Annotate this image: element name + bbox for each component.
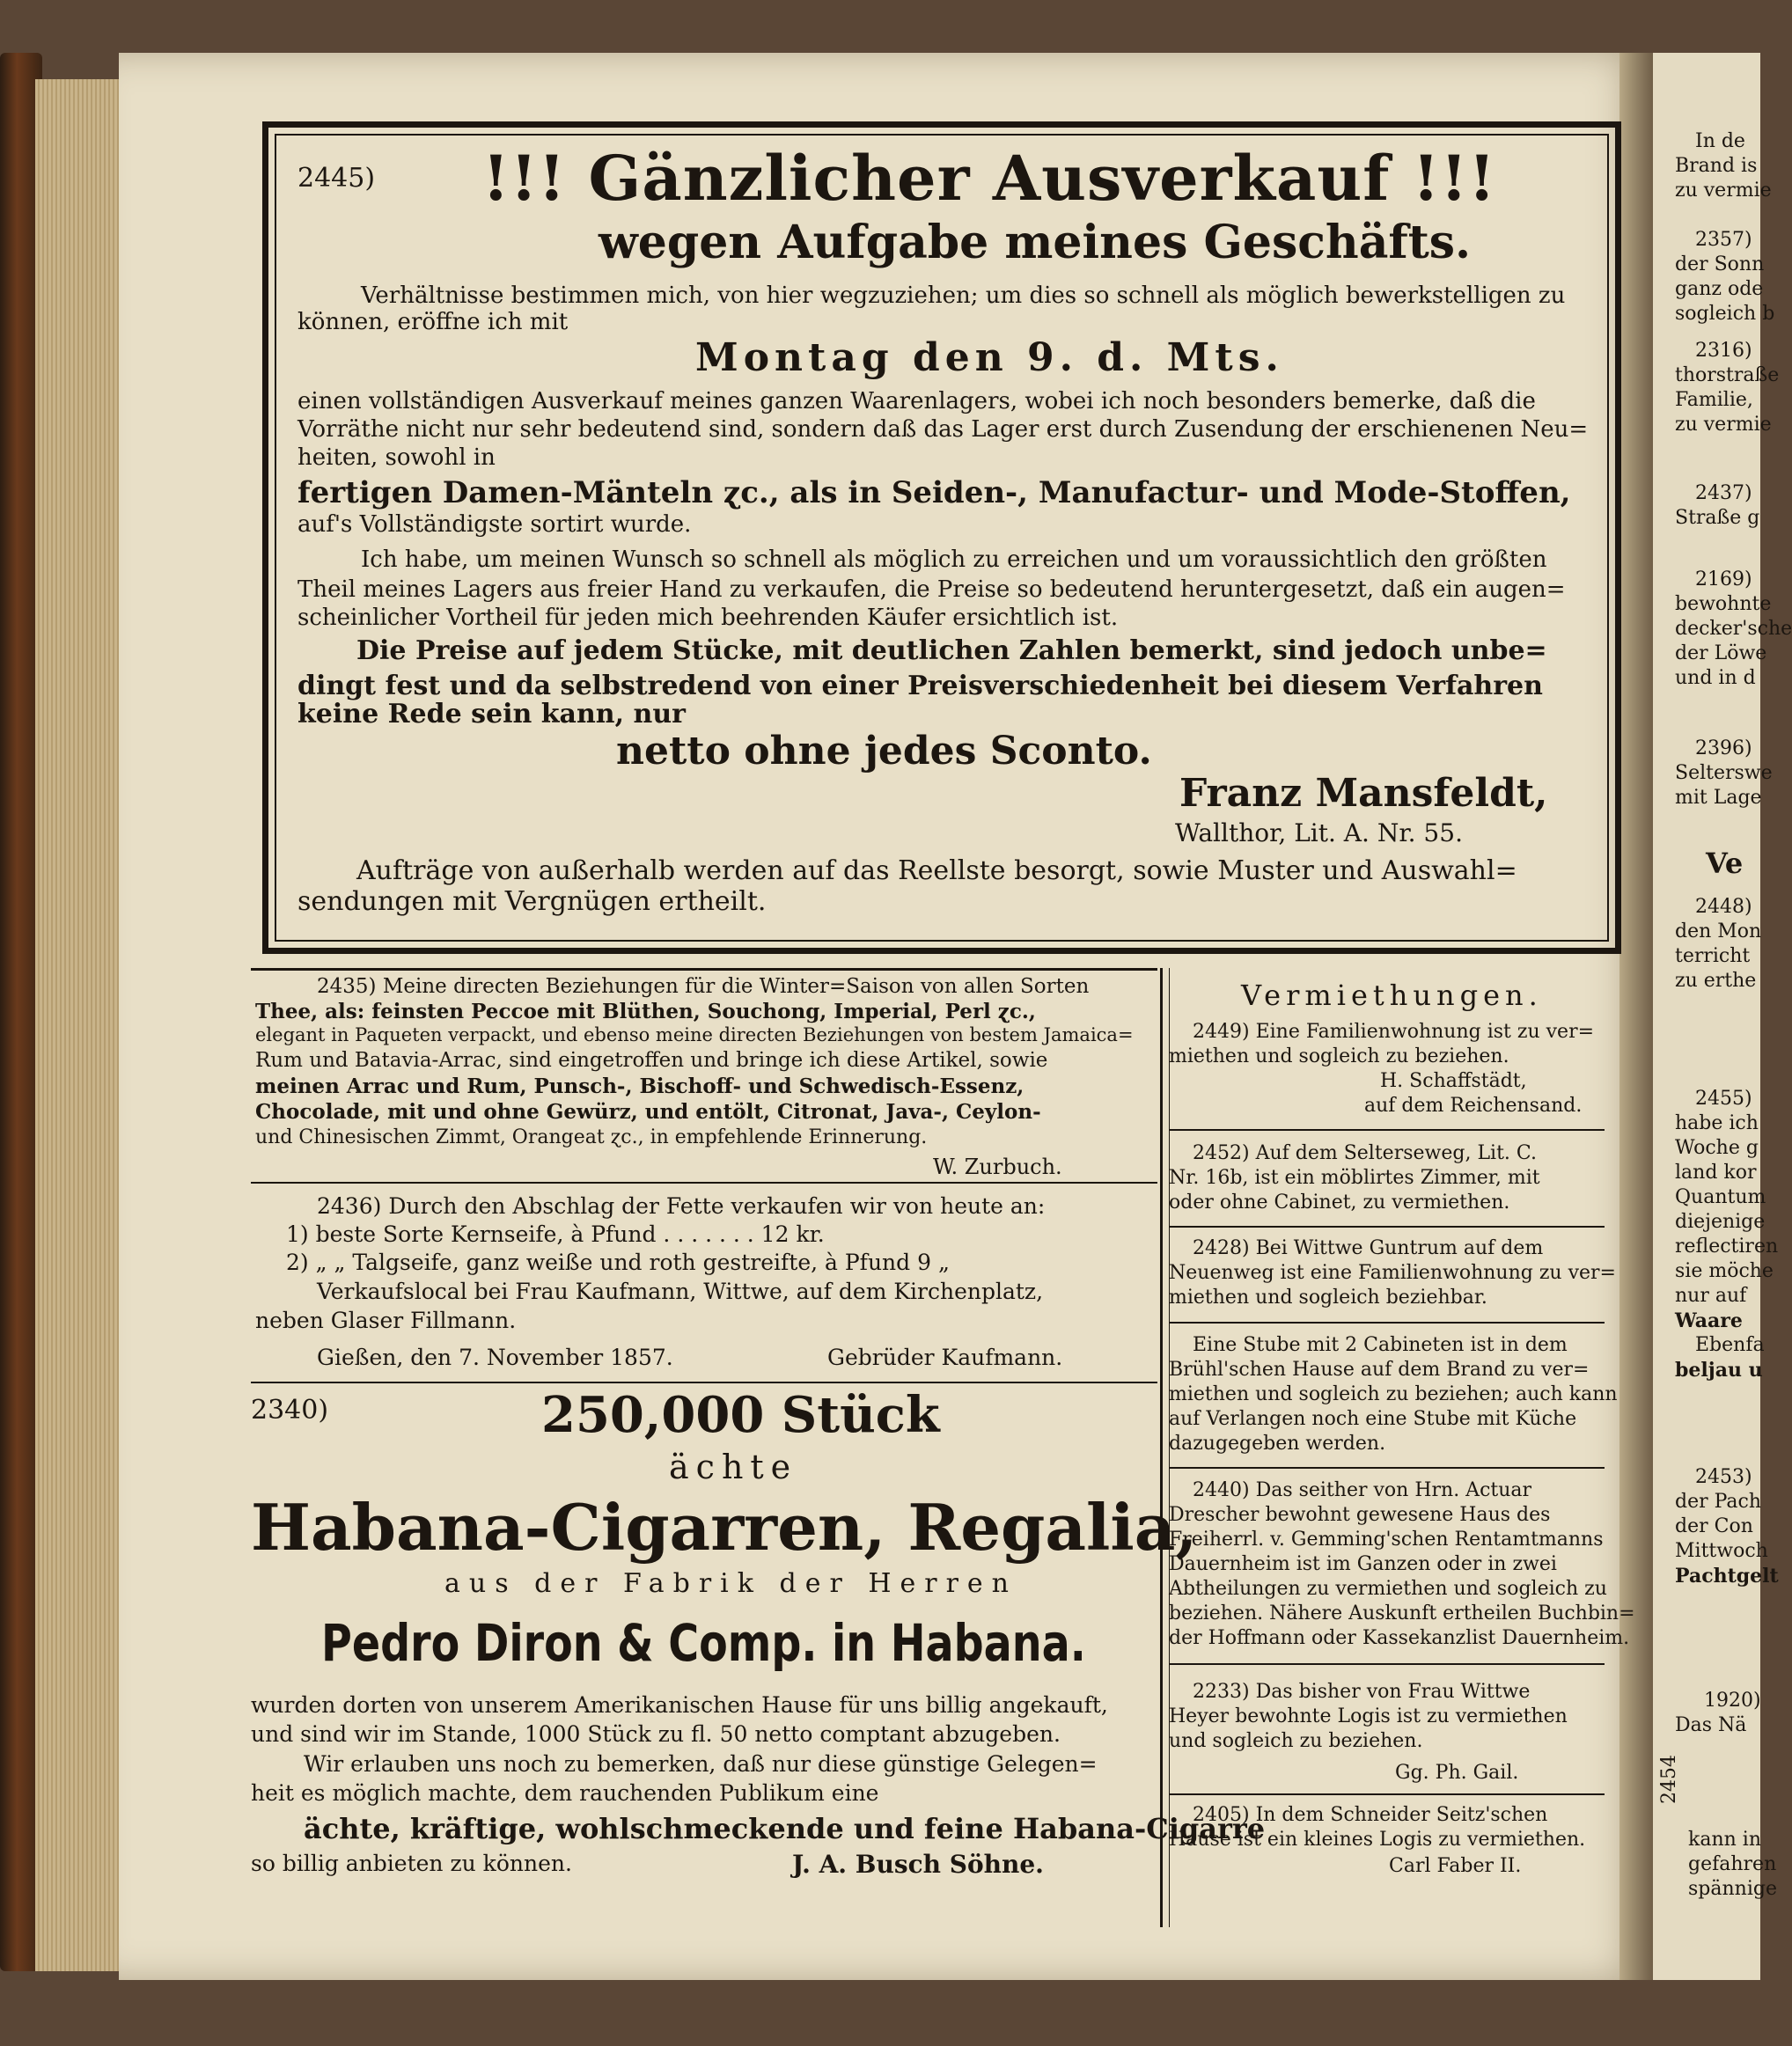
rental-2449-signature: H. Schaffstädt, xyxy=(1380,1070,1527,1092)
adjacent-page-text: reflectiren xyxy=(1675,1236,1779,1258)
adjacent-page-text: 2454 xyxy=(1658,1755,1680,1804)
adjacent-page-text: 2169) xyxy=(1695,568,1752,590)
rental-2449-text: miethen und sogleich zu beziehen. xyxy=(1169,1045,1509,1067)
ad-footer: sendungen mit Vergnügen ertheilt. xyxy=(297,886,767,917)
ad-bold-text: dingt fest und da selbstredend von einer Preisverschiedenheit bei diesem Verfahren xyxy=(297,671,1543,701)
adjacent-page-text: 2396) xyxy=(1695,737,1752,759)
ad-2340-product: Habana-Cigarren, Regalia, xyxy=(251,1490,1198,1565)
rental-separator xyxy=(1169,1322,1605,1324)
ad-text: heiten, sowohl in xyxy=(297,444,496,471)
adjacent-page-text: 1920) xyxy=(1704,1690,1761,1712)
rental-separator xyxy=(1169,1226,1605,1228)
ad-bold-text: Die Preise auf jedem Stücke, mit deutlichen Zahlen bemerkt, sind jedoch unbe= xyxy=(356,635,1547,666)
adjacent-page-text: 2316) xyxy=(1695,340,1752,362)
adjacent-page-text: terricht xyxy=(1675,945,1751,967)
rental-2440-text: Drescher bewohnt gewesene Haus des xyxy=(1169,1504,1551,1526)
ad-2340-highlight: ächte, kräftige, wohlschmeckende und feine Habana-Cigarre xyxy=(304,1812,1266,1845)
column-rule xyxy=(251,968,1157,971)
rental-2428-text: 2428) Bei Wittwe Guntrum auf dem xyxy=(1193,1237,1544,1259)
ad-2435-signature: W. Zurbuch. xyxy=(933,1155,1062,1179)
ad-2436-text: 1) beste Sorte Kernseife, à Pfund . . . . . . . 12 kr. xyxy=(286,1221,825,1247)
rental-2452-text: oder ohne Cabinet, zu vermiethen. xyxy=(1169,1192,1510,1214)
ad-text: Theil meines Lagers aus freier Hand zu verkaufen, die Preise so bedeutend heruntergesetzt, daß ein augen= xyxy=(297,576,1566,603)
rental-2405-signature: Carl Faber II. xyxy=(1389,1855,1522,1877)
rental-2440-text: beziehen. Nähere Auskunft ertheilen Buchbin= xyxy=(1169,1602,1635,1624)
rental-2233-text: 2233) Das bisher von Frau Wittwe xyxy=(1193,1681,1531,1703)
ad-2436-text: 2436) Durch den Abschlag der Fette verkaufen wir von heute an: xyxy=(317,1193,1046,1219)
rental-2440-text: Freiherrl. v. Gemming'schen Rentamtmanns xyxy=(1169,1529,1604,1551)
ad-separator xyxy=(251,1182,1157,1184)
ad-goods: fertigen Damen-Mänteln ɀc., als in Seiden-, Manufactur- und Mode-Stoffen, xyxy=(297,475,1571,510)
ad-2340-text: wurden dorten von unserem Amerikanischen Hause für uns billig angekauft, xyxy=(251,1692,1108,1718)
adjacent-page-text: diejenige xyxy=(1675,1211,1766,1233)
adjacent-page-text: 2453) xyxy=(1695,1466,1752,1488)
adjacent-page-text: Straße g xyxy=(1675,507,1760,529)
adjacent-page-text: thorstraße xyxy=(1675,364,1780,386)
adjacent-page-text: der Sonn xyxy=(1675,253,1765,275)
adjacent-page-text: sie möche xyxy=(1675,1260,1774,1282)
rental-2233-signature: Gg. Ph. Gail. xyxy=(1395,1762,1519,1784)
adjacent-page-heading: Ve xyxy=(1706,847,1744,880)
adjacent-page-text: der Pach xyxy=(1675,1491,1762,1513)
adjacent-page-text: und in d xyxy=(1675,667,1756,689)
rental-2428-text: Neuenweg ist eine Familienwohnung zu ver= xyxy=(1169,1262,1616,1284)
adjacent-page-text: Brand is xyxy=(1675,155,1758,177)
ad-text: Verhältnisse bestimmen mich, von hier wegzuziehen; um dies so schnell als möglich bewerkstelligen zu xyxy=(361,282,1566,309)
ad-2340-quantity: 250,000 Stück xyxy=(541,1386,940,1444)
ad-2340-text: Wir erlauben uns noch zu bemerken, daß nur diese günstige Gelegen= xyxy=(304,1751,1098,1777)
adjacent-page-text: bewohnte xyxy=(1675,593,1772,615)
ad-text: können, eröffne ich mit xyxy=(297,309,569,335)
rental-2452-text: 2452) Auf dem Selterseweg, Lit. C. xyxy=(1193,1142,1537,1164)
adjacent-page-text: spännige xyxy=(1688,1878,1777,1900)
adjacent-page-text: 2448) xyxy=(1695,896,1752,918)
adjacent-page-text: decker'sche xyxy=(1675,618,1792,640)
adjacent-page-text: Ebenfa xyxy=(1695,1334,1765,1356)
rental-2449-text: 2449) Eine Familienwohnung ist zu ver= xyxy=(1193,1021,1595,1043)
ad-2435-text: elegant in Paqueten verpackt, und ebenso meine directen Beziehungen von bestem Jamaica= xyxy=(255,1024,1134,1045)
rental-stube-text: Eine Stube mit 2 Cabineten ist in dem xyxy=(1193,1334,1568,1356)
adjacent-page-text: zu vermie xyxy=(1675,180,1772,202)
adjacent-page xyxy=(1653,53,1792,1980)
ad-2340-text: und sind wir im Stande, 1000 Stück zu fl. 50 netto comptant abzugeben. xyxy=(251,1721,1061,1747)
ad-number: 2445) xyxy=(297,163,376,194)
ad-address: Wallthor, Lit. A. Nr. 55. xyxy=(1175,818,1463,847)
rental-2233-text: Heyer bewohnte Logis ist zu vermiethen xyxy=(1169,1705,1568,1727)
rental-separator xyxy=(1169,1467,1605,1469)
adjacent-page-text: mit Lage xyxy=(1675,787,1762,809)
adjacent-page-text: gefahren xyxy=(1688,1853,1777,1875)
ad-2340-echte: ächte xyxy=(669,1448,798,1486)
rental-separator xyxy=(1169,1793,1605,1795)
adjacent-page-text: der Con xyxy=(1675,1515,1753,1537)
ad-text: scheinlicher Vortheil für jeden mich beehrenden Käufer ersichtlich ist. xyxy=(297,605,1119,631)
ad-subheadline: wegen Aufgabe meines Geschäfts. xyxy=(599,216,1472,269)
book-gutter xyxy=(1619,53,1655,1980)
adjacent-page-text: Quantum xyxy=(1675,1186,1766,1208)
adjacent-page-text: kann in xyxy=(1688,1829,1761,1851)
ad-2436-text: Verkaufslocal bei Frau Kaufmann, Wittwe, auf dem Kirchenplatz, xyxy=(317,1279,1044,1304)
section-heading: Vermiethungen. xyxy=(1241,979,1543,1012)
ad-text: Vorräthe nicht nur sehr bedeutend sind, sondern daß das Lager erst durch Zusendung der erschienenen Neu= xyxy=(297,416,1589,443)
adjacent-page-text: Das Nä xyxy=(1675,1714,1747,1736)
rental-2405-text: Hause ist ein kleines Logis zu vermiethen. xyxy=(1169,1829,1586,1851)
ad-bold-text: keine Rede sein kann, nur xyxy=(297,699,686,730)
column-divider xyxy=(1160,968,1163,1927)
ad-2340-text: so billig anbieten zu können. xyxy=(251,1851,572,1876)
adjacent-page-text: 2437) xyxy=(1695,482,1752,504)
adjacent-page-text: Waare xyxy=(1675,1309,1743,1332)
adjacent-page-text: 2455) xyxy=(1695,1088,1752,1110)
ad-2340-from: aus der Fabrik der Herren xyxy=(444,1568,1018,1599)
ad-2340-signature: J. A. Busch Söhne. xyxy=(792,1850,1044,1879)
rental-separator xyxy=(1169,1129,1605,1131)
ad-netto: netto ohne jedes Sconto. xyxy=(616,729,1152,774)
adjacent-page-text: Familie, xyxy=(1675,389,1753,411)
ad-2436-signature: Gebrüder Kaufmann. xyxy=(827,1345,1063,1370)
adjacent-page-text: habe ich xyxy=(1675,1112,1759,1134)
ad-2436-text: neben Glaser Fillmann. xyxy=(255,1308,517,1333)
adjacent-page-text: beljau u xyxy=(1675,1359,1763,1382)
rental-stube-text: Brühl'schen Hause auf dem Brand zu ver= xyxy=(1169,1359,1590,1381)
ad-2435-text: Chocolade, mit und ohne Gewürz, und entölt, Citronat, Java-, Ceylon- xyxy=(255,1100,1041,1124)
rental-2440-text: 2440) Das seither von Hrn. Actuar xyxy=(1193,1479,1532,1501)
rental-2452-text: Nr. 16b, ist ein möblirtes Zimmer, mit xyxy=(1169,1167,1540,1189)
adjacent-page-text: zu erthe xyxy=(1675,970,1757,992)
adjacent-page-text: nur auf xyxy=(1675,1285,1747,1307)
ad-2436-text: 2) „ „ Talgseife, ganz weiße und roth gestreifte, à Pfund 9 „ xyxy=(286,1250,950,1275)
rental-2428-text: miethen und sogleich beziehbar. xyxy=(1169,1287,1487,1309)
ad-headline: !!! Gänzlicher Ausverkauf !!! xyxy=(482,142,1496,215)
ad-footer: Aufträge von außerhalb werden auf das Reellste besorgt, sowie Muster und Auswahl= xyxy=(356,855,1517,886)
rental-2449-signature: auf dem Reichensand. xyxy=(1364,1095,1583,1117)
adjacent-page-text: Mittwoch xyxy=(1675,1540,1768,1562)
adjacent-page-text: 2357) xyxy=(1695,229,1752,251)
ad-signature: Franz Mansfeldt, xyxy=(1179,771,1548,816)
rental-stube-text: auf Verlangen noch eine Stube mit Küche xyxy=(1169,1408,1577,1430)
rental-stube-text: miethen und sogleich zu beziehen; auch kann xyxy=(1169,1383,1618,1405)
rental-2440-text: Abtheilungen zu vermiethen und sogleich zu xyxy=(1169,1578,1607,1600)
ad-text: Ich habe, um meinen Wunsch so schnell als möglich zu erreichen und um voraussichtlich den größten xyxy=(361,546,1547,573)
adjacent-page-text: den Mon xyxy=(1675,920,1762,942)
ad-2435-text: Thee, als: feinsten Peccoe mit Blüthen, Souchong, Imperial, Perl ɀc., xyxy=(255,1000,1036,1023)
rental-2440-text: der Hoffmann oder Kassekanzlist Dauernheim. xyxy=(1169,1627,1630,1649)
adjacent-page-text: In de xyxy=(1695,130,1745,152)
ad-2435-text: und Chinesischen Zimmt, Orangeat ɀc., in empfehlende Erinnerung. xyxy=(255,1126,928,1148)
rental-2233-text: und sogleich zu beziehen. xyxy=(1169,1730,1423,1752)
adjacent-page-text: Pachtgelt xyxy=(1675,1565,1779,1588)
ad-2340-maker: Pedro Diron & Comp. in Habana. xyxy=(321,1613,1086,1673)
ad-2435-text: meinen Arrac und Rum, Punsch-, Bischoff- und Schwedisch-Essenz, xyxy=(255,1074,1025,1098)
ad-separator xyxy=(251,1382,1157,1383)
rental-separator xyxy=(1169,1663,1605,1665)
adjacent-page-text: Woche g xyxy=(1675,1137,1759,1159)
rental-stube-text: dazugegeben werden. xyxy=(1169,1433,1386,1455)
adjacent-page-text: ganz ode xyxy=(1675,278,1764,300)
ad-text: einen vollständigen Ausverkauf meines ganzen Waarenlagers, wobei ich noch besonders bemerke, daß die xyxy=(297,388,1536,414)
ad-2340-number: 2340) xyxy=(251,1395,329,1426)
adjacent-page-text: der Löwe xyxy=(1675,642,1767,664)
ad-2435-text: 2435) Meine directen Beziehungen für die Winter=Saison von allen Sorten xyxy=(317,975,1090,998)
ad-text: auf's Vollständigste sortirt wurde. xyxy=(297,511,692,538)
adjacent-page-text: Selterswe xyxy=(1675,762,1773,784)
adjacent-page-text: zu vermie xyxy=(1675,414,1772,436)
ad-2436-date: Gießen, den 7. November 1857. xyxy=(317,1345,673,1370)
rental-2405-text: 2405) In dem Schneider Seitz'schen xyxy=(1193,1804,1548,1826)
adjacent-page-text: sogleich b xyxy=(1675,303,1775,325)
ad-2435-text: Rum und Batavia-Arrac, sind eingetroffen und bringe ich diese Artikel, sowie xyxy=(255,1049,1048,1072)
ad-2340-text: heit es möglich machte, dem rauchenden Publikum eine xyxy=(251,1780,879,1806)
ad-date: Montag den 9. d. Mts. xyxy=(695,335,1284,380)
rental-2440-text: Dauernheim ist im Ganzen oder in zwei xyxy=(1169,1553,1557,1575)
adjacent-page-text: land kor xyxy=(1675,1162,1757,1184)
